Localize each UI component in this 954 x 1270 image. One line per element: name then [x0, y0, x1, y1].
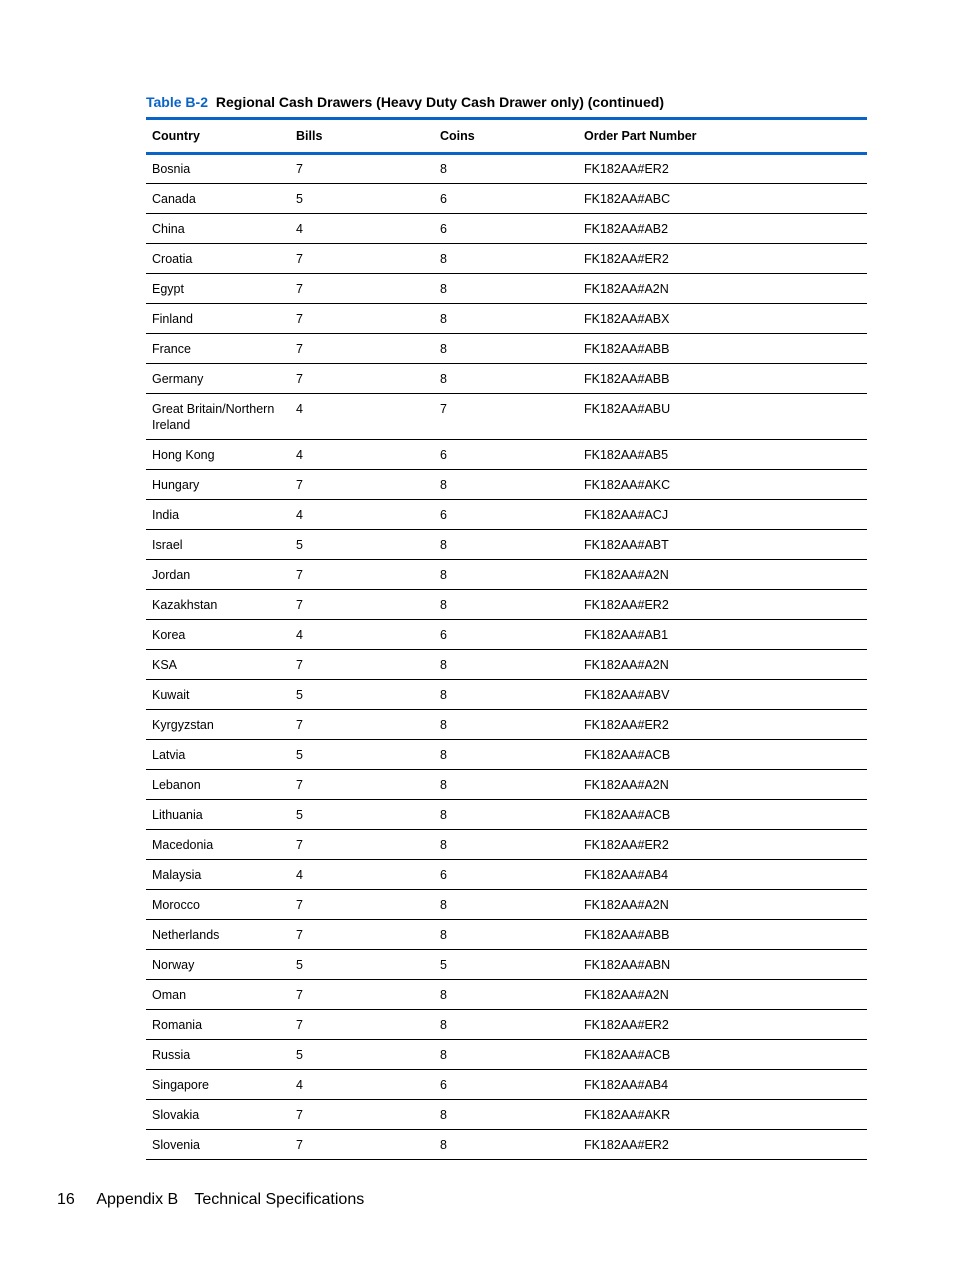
cell-bills: 5 [290, 680, 434, 710]
cash-drawer-table [146, 117, 867, 1160]
table-row [146, 154, 867, 184]
cell-bills: 7 [290, 770, 434, 800]
cell-country: Singapore [146, 1070, 290, 1100]
cell-coins: 8 [434, 710, 578, 740]
cell-order-part-number: FK182AA#AB1 [578, 620, 867, 650]
cell-country: Korea [146, 620, 290, 650]
cell-bills: 5 [290, 530, 434, 560]
page-footer [57, 1191, 364, 1209]
cell-coins: 8 [434, 1130, 578, 1160]
cell-order-part-number: FK182AA#ABX [578, 304, 867, 334]
cell-bills: 7 [290, 244, 434, 274]
cell-bills: 7 [290, 830, 434, 860]
table-row [146, 1010, 867, 1040]
table-row [146, 500, 867, 530]
cell-country: Kazakhstan [146, 590, 290, 620]
table-row [146, 214, 867, 244]
table-row [146, 244, 867, 274]
table-row [146, 184, 867, 214]
cell-country: Great Britain/Northern Ireland [146, 394, 290, 440]
cell-country: Jordan [146, 560, 290, 590]
cell-bills: 7 [290, 1130, 434, 1160]
cell-order-part-number: FK182AA#ABU [578, 394, 867, 440]
table-row [146, 1070, 867, 1100]
cell-order-part-number: FK182AA#ER2 [578, 154, 867, 184]
cell-country: Netherlands [146, 920, 290, 950]
cell-coins: 8 [434, 800, 578, 830]
cell-bills: 5 [290, 740, 434, 770]
cell-order-part-number: FK182AA#ACJ [578, 500, 867, 530]
table-row [146, 800, 867, 830]
cell-order-part-number: FK182AA#ACB [578, 800, 867, 830]
cell-country: Lebanon [146, 770, 290, 800]
cell-order-part-number: FK182AA#ACB [578, 740, 867, 770]
cell-order-part-number: FK182AA#ER2 [578, 830, 867, 860]
cell-order-part-number: FK182AA#ACB [578, 1040, 867, 1070]
cell-bills: 7 [290, 1010, 434, 1040]
cell-country: France [146, 334, 290, 364]
cell-country: Slovenia [146, 1130, 290, 1160]
cell-coins: 8 [434, 830, 578, 860]
cell-country: Hong Kong [146, 440, 290, 470]
cell-country: Slovakia [146, 1100, 290, 1130]
cell-bills: 4 [290, 440, 434, 470]
table-header [146, 119, 867, 154]
cell-order-part-number: FK182AA#AB5 [578, 440, 867, 470]
table-caption-title: Regional Cash Drawers (Heavy Duty Cash Drawer only) (continued) [215, 94, 664, 110]
cell-bills: 7 [290, 274, 434, 304]
cell-order-part-number: FK182AA#A2N [578, 770, 867, 800]
table-body [146, 154, 867, 1160]
cell-coins: 8 [434, 334, 578, 364]
cell-order-part-number: FK182AA#ABB [578, 364, 867, 394]
cell-bills: 7 [290, 920, 434, 950]
cell-bills: 7 [290, 304, 434, 334]
cell-coins: 8 [434, 770, 578, 800]
cell-coins: 8 [434, 470, 578, 500]
cell-bills: 7 [290, 650, 434, 680]
column-header-bills: Bills [290, 119, 434, 154]
cell-country: Bosnia [146, 154, 290, 184]
cell-coins: 8 [434, 154, 578, 184]
cell-coins: 8 [434, 920, 578, 950]
table-row [146, 950, 867, 980]
cell-order-part-number: FK182AA#ABB [578, 920, 867, 950]
cell-bills: 7 [290, 560, 434, 590]
table-row [146, 650, 867, 680]
table-row [146, 590, 867, 620]
cell-country: Latvia [146, 740, 290, 770]
cell-coins: 8 [434, 364, 578, 394]
cell-order-part-number: FK182AA#ABC [578, 184, 867, 214]
cell-country: Finland [146, 304, 290, 334]
cell-bills: 7 [290, 710, 434, 740]
table-row [146, 560, 867, 590]
cell-bills: 7 [290, 334, 434, 364]
cell-order-part-number: FK182AA#A2N [578, 980, 867, 1010]
cell-coins: 8 [434, 680, 578, 710]
cell-coins: 8 [434, 590, 578, 620]
cell-country: Romania [146, 1010, 290, 1040]
cell-coins: 8 [434, 740, 578, 770]
cell-coins: 8 [434, 274, 578, 304]
cell-bills: 4 [290, 860, 434, 890]
cell-bills: 5 [290, 184, 434, 214]
cell-order-part-number: FK182AA#ER2 [578, 244, 867, 274]
cell-order-part-number: FK182AA#ER2 [578, 710, 867, 740]
footer-section: Technical Specifications [194, 1191, 365, 1208]
cell-country: Kuwait [146, 680, 290, 710]
cell-coins: 8 [434, 980, 578, 1010]
cell-order-part-number: FK182AA#ABV [578, 680, 867, 710]
cell-order-part-number: FK182AA#ER2 [578, 1130, 867, 1160]
table-row [146, 830, 867, 860]
cell-coins: 6 [434, 214, 578, 244]
table-row [146, 1130, 867, 1160]
table-row [146, 470, 867, 500]
table-row [146, 710, 867, 740]
table-row [146, 920, 867, 950]
page-number: 16 [57, 1191, 75, 1208]
cell-bills: 4 [290, 620, 434, 650]
cell-country: Malaysia [146, 860, 290, 890]
cell-country: Kyrgyzstan [146, 710, 290, 740]
cell-order-part-number: FK182AA#ABB [578, 334, 867, 364]
table-row [146, 334, 867, 364]
cell-coins: 8 [434, 650, 578, 680]
table-caption-label: Table B-2 [146, 94, 208, 110]
cell-order-part-number: FK182AA#ER2 [578, 590, 867, 620]
cell-coins: 6 [434, 860, 578, 890]
cell-bills: 7 [290, 364, 434, 394]
cell-country: Macedonia [146, 830, 290, 860]
cell-order-part-number: FK182AA#AB4 [578, 1070, 867, 1100]
cell-order-part-number: FK182AA#A2N [578, 274, 867, 304]
table-row [146, 394, 867, 440]
cell-coins: 6 [434, 440, 578, 470]
cell-country: Morocco [146, 890, 290, 920]
cell-coins: 8 [434, 530, 578, 560]
column-header-order-part-number: Order Part Number [578, 119, 867, 154]
cell-order-part-number: FK182AA#AB4 [578, 860, 867, 890]
cell-bills: 4 [290, 214, 434, 244]
cell-country: Egypt [146, 274, 290, 304]
table-row [146, 1100, 867, 1130]
cell-coins: 8 [434, 560, 578, 590]
cell-order-part-number: FK182AA#A2N [578, 560, 867, 590]
cell-coins: 5 [434, 950, 578, 980]
cell-country: Oman [146, 980, 290, 1010]
cell-order-part-number: FK182AA#ABN [578, 950, 867, 980]
cell-order-part-number: FK182AA#AKR [578, 1100, 867, 1130]
table-row [146, 770, 867, 800]
cell-bills: 7 [290, 470, 434, 500]
cell-order-part-number: FK182AA#A2N [578, 650, 867, 680]
cell-country: Germany [146, 364, 290, 394]
table-row [146, 860, 867, 890]
cell-country: China [146, 214, 290, 244]
table-row [146, 364, 867, 394]
cell-coins: 6 [434, 620, 578, 650]
table-header-row [146, 119, 867, 154]
table-caption [146, 94, 664, 110]
cell-country: Lithuania [146, 800, 290, 830]
cell-coins: 8 [434, 304, 578, 334]
cell-country: Hungary [146, 470, 290, 500]
cell-coins: 7 [434, 394, 578, 440]
cell-bills: 7 [290, 154, 434, 184]
cell-country: KSA [146, 650, 290, 680]
cell-bills: 5 [290, 950, 434, 980]
cell-coins: 6 [434, 184, 578, 214]
cell-order-part-number: FK182AA#ER2 [578, 1010, 867, 1040]
cell-bills: 5 [290, 800, 434, 830]
table-row [146, 304, 867, 334]
table-row [146, 530, 867, 560]
cell-country: Russia [146, 1040, 290, 1070]
table-row [146, 680, 867, 710]
cell-order-part-number: FK182AA#AB2 [578, 214, 867, 244]
cell-order-part-number: FK182AA#ABT [578, 530, 867, 560]
table-row [146, 1040, 867, 1070]
cell-coins: 8 [434, 1010, 578, 1040]
column-header-coins: Coins [434, 119, 578, 154]
table-row [146, 274, 867, 304]
table-row [146, 620, 867, 650]
cell-bills: 5 [290, 1040, 434, 1070]
cell-order-part-number: FK182AA#A2N [578, 890, 867, 920]
table-row [146, 890, 867, 920]
footer-appendix: Appendix B [96, 1191, 179, 1208]
cell-bills: 4 [290, 394, 434, 440]
cell-coins: 8 [434, 244, 578, 274]
cell-bills: 7 [290, 590, 434, 620]
cell-bills: 4 [290, 1070, 434, 1100]
cell-country: Norway [146, 950, 290, 980]
cell-coins: 6 [434, 500, 578, 530]
cell-bills: 7 [290, 1100, 434, 1130]
cell-coins: 8 [434, 1100, 578, 1130]
cell-coins: 8 [434, 890, 578, 920]
cell-bills: 7 [290, 980, 434, 1010]
cell-bills: 4 [290, 500, 434, 530]
cell-country: Croatia [146, 244, 290, 274]
cell-bills: 7 [290, 890, 434, 920]
cell-country: Canada [146, 184, 290, 214]
table-row [146, 740, 867, 770]
table-row [146, 980, 867, 1010]
cell-country: Israel [146, 530, 290, 560]
cell-order-part-number: FK182AA#AKC [578, 470, 867, 500]
column-header-country: Country [146, 119, 290, 154]
cell-country: India [146, 500, 290, 530]
table-row [146, 440, 867, 470]
cell-coins: 8 [434, 1040, 578, 1070]
cell-coins: 6 [434, 1070, 578, 1100]
